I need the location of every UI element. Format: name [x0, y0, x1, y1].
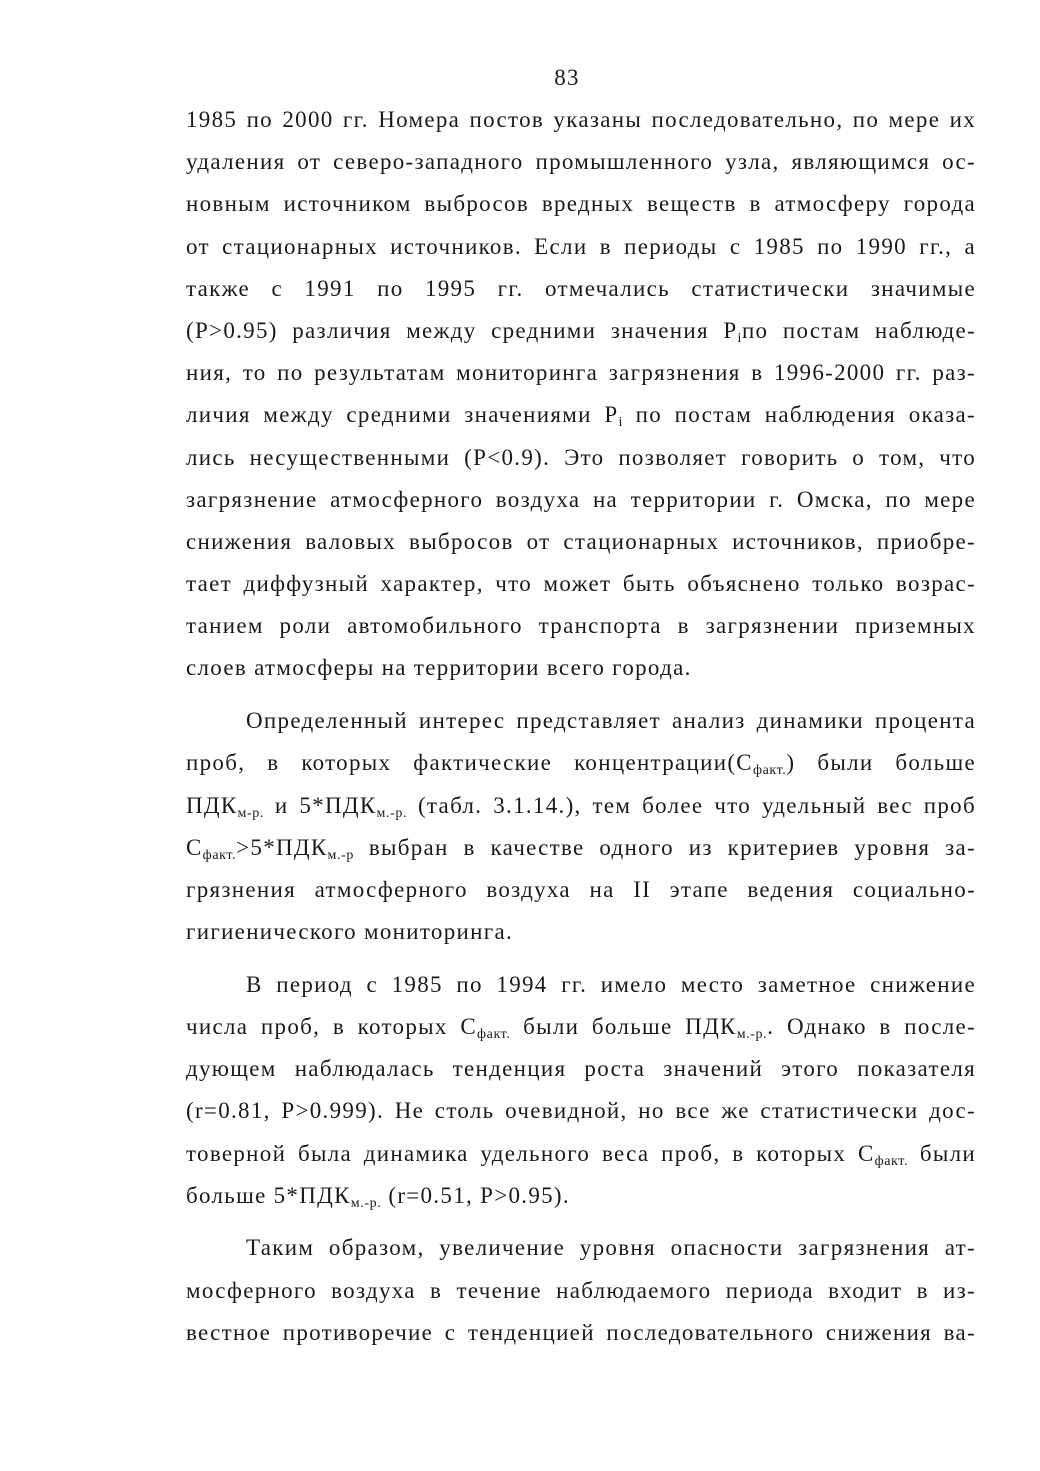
text-segment: танием роли автомобильного транспорта в загрязнении приземных — [186, 613, 976, 639]
text-segment: удаления от северо-западного промышленного узла, являющимся ос- — [186, 149, 976, 175]
paragraph — [186, 964, 976, 1217]
paragraph — [186, 99, 976, 690]
subscript: м.-р. — [350, 1195, 382, 1211]
text-segment: больше 5*ПДК — [186, 1182, 351, 1208]
text-segment: по постам наблюдения оказа- — [622, 402, 976, 428]
text-line — [186, 1090, 976, 1132]
text-line — [186, 785, 976, 827]
page-number: 83 — [554, 65, 580, 90]
paragraph — [186, 700, 976, 953]
subscript: факт. — [476, 1026, 511, 1042]
text-segment: Таким образом, увеличение уровня опасности загрязнения ат- — [246, 1235, 976, 1261]
text-line — [186, 437, 976, 479]
text-segment: от стационарных источников. Если в периоды с 1985 по 1990 гг., а — [186, 233, 976, 259]
text-segment: ния, то по результатам мониторинга загрязнения в 1996-2000 гг. раз- — [186, 360, 976, 386]
text-line — [186, 1270, 976, 1312]
text-line — [186, 268, 976, 310]
subscript: м.-р. — [376, 805, 408, 821]
text-line — [186, 1175, 976, 1217]
subscript: факт. — [874, 1153, 909, 1169]
body-text — [186, 99, 976, 1354]
text-segment: (табл. 3.1.14.), тем более что удельный вес проб — [407, 792, 976, 818]
text-segment: личия между средними значениями Р — [186, 402, 619, 428]
text-segment: слоев атмосферы на территории всего города. — [186, 655, 692, 681]
text-segment: лись несущественными (Р<0.9). Это позволяет говорить о том, что — [186, 444, 976, 470]
text-line — [186, 605, 976, 647]
text-line — [186, 964, 976, 1006]
subscript: i — [737, 330, 742, 346]
text-segment: >5*ПДК — [236, 834, 328, 860]
text-line — [186, 226, 976, 268]
text-line — [186, 742, 976, 784]
subscript: i — [618, 415, 623, 431]
text-segment: 1985 по 2000 гг. Номера постов указаны последовательно, по мере их — [186, 107, 976, 132]
text-segment: числа проб, в которых С — [186, 1013, 477, 1039]
text-line — [186, 1227, 976, 1269]
text-segment: товерной была динамика удельного веса проб, в которых С — [186, 1140, 875, 1166]
text-line — [186, 394, 976, 436]
text-segment: были — [908, 1140, 977, 1166]
text-segment: выбран в качестве одного из критериев уровня за- — [353, 834, 976, 860]
text-segment: тает диффузный характер, что может быть объяснено только возрас- — [186, 571, 976, 597]
text-segment: ПДК — [186, 792, 238, 818]
text-line — [186, 1312, 976, 1354]
text-segment: снижения валовых выбросов от стационарных источников, приобре- — [186, 528, 976, 554]
text-segment: также с 1991 по 1995 гг. отмечались статистически значимые — [186, 275, 976, 301]
text-segment: дующем наблюдалась тенденция роста значений этого показателя — [186, 1056, 976, 1082]
text-segment: новным источником выбросов вредных веществ в атмосферу города — [186, 191, 976, 217]
text-segment: . Однако в после- — [767, 1013, 976, 1039]
paragraph — [186, 1227, 976, 1354]
text-segment: Определенный интерес представляет анализ динамики процента — [246, 708, 976, 734]
text-segment: (r=0.81, P>0.999). Не столь очевидной, но все же статистически дос- — [186, 1098, 976, 1124]
text-line — [186, 99, 976, 141]
text-line — [186, 827, 976, 869]
text-segment: В период с 1985 по 1994 гг. имело место заметное снижение — [246, 971, 976, 997]
text-segment: и 5*ПДК — [263, 792, 377, 818]
text-line — [186, 1006, 976, 1048]
text-segment: загрязнение атмосферного воздуха на территории г. Омска, по мере — [186, 486, 976, 512]
text-line — [186, 183, 976, 225]
text-line — [186, 352, 976, 394]
text-line — [186, 563, 976, 605]
text-segment: С — [186, 834, 203, 860]
subscript: м.-р — [327, 847, 354, 863]
text-line — [186, 647, 976, 689]
text-segment: ) были больше — [786, 750, 976, 776]
text-segment: грязнения атмосферного воздуха на II этапе ведения социально- — [186, 876, 976, 902]
text-line — [186, 310, 976, 352]
text-line — [186, 521, 976, 563]
text-segment: гигиенического мониторинга. — [186, 919, 514, 945]
subscript: факт. — [752, 763, 787, 779]
subscript: факт. — [202, 847, 237, 863]
text-line — [186, 911, 976, 953]
text-segment: были больше ПДК — [510, 1013, 737, 1039]
text-segment: (Р>0.95) различия между средними значения Р — [186, 317, 738, 343]
text-line — [186, 1133, 976, 1175]
text-segment: проб, в которых фактические концентрации(С — [186, 750, 753, 776]
text-segment: по постам наблюде- — [741, 317, 976, 343]
text-line — [186, 479, 976, 521]
text-line — [186, 141, 976, 183]
text-segment: мосферного воздуха в течение наблюдаемого периода входит в из- — [186, 1277, 976, 1303]
subscript: м-р. — [237, 805, 264, 821]
text-segment: вестное противоречие с тенденцией последовательного снижения ва- — [186, 1319, 976, 1345]
text-line — [186, 869, 976, 911]
text-segment: (r=0.51, P>0.95). — [381, 1182, 570, 1208]
subscript: м.-р. — [736, 1026, 768, 1042]
text-line — [186, 700, 976, 742]
text-line — [186, 1048, 976, 1090]
